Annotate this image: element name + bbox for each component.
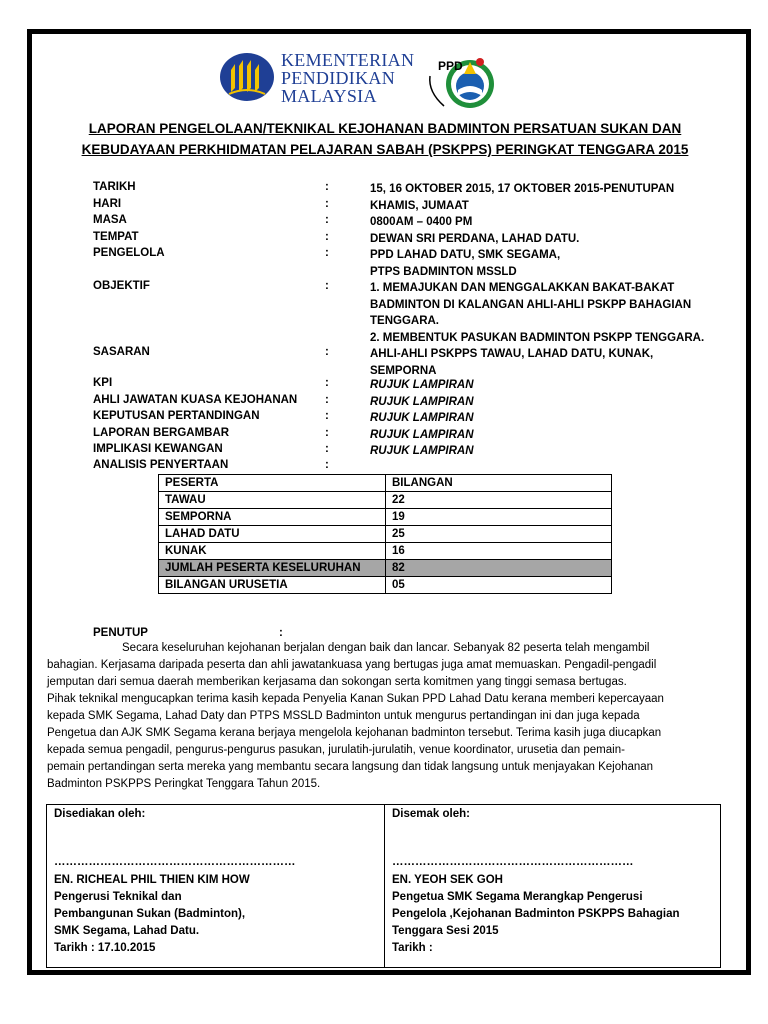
table-cell: KUNAK: [159, 543, 386, 560]
detail-colon: :: [325, 426, 329, 439]
preparer-title-line: Pembangunan Sukan (Badminton),: [54, 908, 246, 920]
detail-label: KPI: [93, 377, 113, 389]
checker-title-line: Pengelola ,Kejohanan Badminton PSKPPS Bahagian: [392, 908, 680, 920]
table-cell: LAHAD DATU: [159, 526, 386, 543]
table-cell: 82: [386, 560, 612, 577]
prepared-by-label: Disediakan oleh:: [54, 808, 146, 820]
detail-colon: :: [325, 459, 329, 471]
penutup-label: PENUTUP: [93, 627, 148, 639]
table-row: [159, 543, 612, 560]
detail-value: DEWAN SRI PERDANA, LAHAD DATU.: [370, 232, 580, 245]
checker-title-line: Tenggara Sesi 2015: [392, 925, 499, 937]
detail-label: OBJEKTIF: [93, 280, 150, 292]
detail-label: ANALISIS PENYERTAAN: [93, 459, 229, 471]
detail-value: KHAMIS, JUMAAT: [370, 199, 469, 212]
participation-table: [158, 474, 612, 594]
table-cell: JUMLAH PESERTA KESELURUHAN: [159, 560, 386, 577]
signature-line: ………………………………………………………: [392, 856, 634, 868]
preparer-date: Tarikh : 17.10.2015: [54, 942, 156, 954]
detail-label: IMPLIKASI KEWANGAN: [93, 443, 223, 455]
detail-colon: :: [325, 230, 329, 243]
checked-by-block: [392, 808, 680, 957]
table-row: [159, 526, 612, 543]
detail-label: MASA: [93, 214, 127, 226]
title-line-1: LAPORAN PENGELOLAAN/TEKNIKAL KEJOHANAN BADMINTON PERSATUAN SUKAN DAN: [88, 121, 682, 136]
table-cell: 19: [386, 509, 612, 526]
detail-colon: :: [325, 377, 329, 389]
detail-label: TEMPAT: [93, 230, 139, 243]
checker-title-line: Pengetua SMK Segama Merangkap Pengerusi: [392, 891, 643, 903]
report-title: [40, 118, 730, 160]
table-cell: 25: [386, 526, 612, 543]
detail-colon: :: [325, 181, 329, 193]
detail-label: SASARAN: [93, 346, 150, 358]
detail-colon: :: [325, 197, 329, 210]
detail-value: PPD LAHAD DATU, SMK SEGAMA, PTPS BADMINTON MSSLD: [370, 249, 561, 278]
detail-colon: :: [325, 214, 329, 226]
ministry-emblem-icon: [219, 52, 275, 102]
detail-label: PENGELOLA: [93, 247, 165, 259]
detail-value: 15, 16 OKTOBER 2015, 17 OKTOBER 2015-PENUTUPAN: [370, 183, 675, 195]
detail-value: RUJUK LAMPIRAN: [370, 445, 474, 457]
paragraph-line: bahagian. Kerjasama daripada peserta dan ahli jawatankuasa yang bertugas juga amat memuaskan. Pengadil-pengadil: [47, 659, 657, 671]
paragraph-line: kepada SMK Segama, Lahad Daty dan PTPS MSSLD Badminton untuk mengurus pertandingan ini dan juga kepada: [47, 710, 640, 722]
detail-value: RUJUK LAMPIRAN: [370, 428, 474, 441]
checker-name: EN. YEOH SEK GOH: [392, 874, 503, 886]
signature-table: [46, 804, 721, 968]
paragraph-line: Secara keseluruhan kejohanan berjalan dengan baik dan lancar. Sebanyak 82 peserta telah mengambil: [122, 642, 650, 654]
paragraph-line: Pengetua dan AJK SMK Segama kerana berjaya mengelola kejohanan badminton tersebut. Terima kasih juga diucapkan: [47, 727, 662, 739]
ministry-line-3: MALAYSIA: [281, 86, 377, 106]
table-cell: 05: [386, 577, 612, 594]
detail-value: 1. MEMAJUKAN DAN MENGGALAKKAN BAKAT-BAKAT BADMINTON DI KALANGAN AHLI-AHLI PSKPP BAHAGIAN TENGGARA. 2. MEMBENTUK PASUKAN BADMINTON PSKPP TENGGARA.: [370, 282, 705, 344]
checker-date: Tarikh :: [392, 942, 433, 954]
checked-by-label: Disemak oleh:: [392, 808, 470, 820]
ministry-name: [281, 51, 414, 105]
table-cell: BILANGAN URUSETIA: [159, 577, 386, 594]
detail-value: 0800AM – 0400 PM: [370, 216, 473, 228]
detail-label: AHLI JAWATAN KUASA KEJOHANAN: [93, 393, 298, 406]
table-header-row: [159, 475, 612, 492]
detail-colon: :: [325, 346, 329, 358]
table-cell: 22: [386, 492, 612, 509]
detail-value: AHLI-AHLI PSKPPS TAWAU, LAHAD DATU, KUNAK, SEMPORNA: [370, 348, 654, 377]
detail-value: RUJUK LAMPIRAN: [370, 412, 474, 424]
detail-label: HARI: [93, 197, 122, 210]
penutup-colon: :: [279, 627, 283, 639]
paragraph-line: jemputan dari semua daerah memberikan kerjasama dan sokongan serta komitmen yang tinggi semasa bertugas.: [47, 676, 627, 688]
detail-colon: :: [325, 247, 329, 259]
paragraph-line: pemain pertandingan serta mereka yang membantu secara langsung dan tidak langsung untuk menjayakan Kejohanan: [47, 761, 654, 773]
paragraph-line: Badminton PSKPPS Peringkat Tenggara Tahun 2015.: [47, 778, 321, 790]
detail-label: TARIKH: [93, 181, 136, 193]
table-cell: 16: [386, 543, 612, 560]
table-cell: TAWAU: [159, 492, 386, 509]
signature-divider: [384, 805, 385, 967]
detail-colon: :: [325, 443, 329, 455]
detail-label: LAPORAN BERGAMBAR: [93, 426, 230, 439]
table-row-total: [159, 560, 612, 577]
table-row: [159, 509, 612, 526]
ministry-line-1: KEMENTERIAN: [281, 50, 415, 70]
table-cell: SEMPORNA: [159, 509, 386, 526]
paragraph-line: Pihak teknikal mengucapkan terima kasih kepada Penyelia Kanan Sukan PPD Lahad Datu kerana memberi kepercayaan: [47, 693, 664, 705]
ppd-logo-text: PPD: [438, 59, 463, 73]
title-line-2: KEBUDAYAAN PERKHIDMATAN PELAJARAN SABAH (PSKPPS) PERINGKAT TENGGARA 2015: [81, 142, 689, 157]
detail-label: KEPUTUSAN PERTANDINGAN: [93, 410, 260, 422]
detail-colon: :: [325, 280, 329, 292]
table-row: [159, 492, 612, 509]
closing-paragraph: [47, 640, 725, 793]
ppd-logo-icon: [424, 52, 500, 112]
detail-colon: :: [325, 410, 329, 422]
table-header-cell: PESERTA: [159, 475, 386, 492]
detail-value: RUJUK LAMPIRAN: [370, 379, 474, 391]
paragraph-line: kepada semua pengadil, pengurus-pengurus pasukan, jurulatih-jurulatih, venue koordinator, urusetia dan pemain-: [47, 744, 625, 756]
ministry-line-2: PENDIDIKAN: [281, 68, 395, 88]
detail-value: RUJUK LAMPIRAN: [370, 395, 474, 408]
prepared-by-block: [54, 808, 296, 957]
preparer-title-line: SMK Segama, Lahad Datu.: [54, 925, 200, 937]
table-header-cell: BILANGAN: [386, 475, 612, 492]
preparer-name: EN. RICHEAL PHIL THIEN KIM HOW: [54, 874, 250, 886]
table-row: [159, 577, 612, 594]
signature-line: ………………………………………………………: [54, 856, 296, 868]
preparer-title-line: Pengerusi Teknikal dan: [54, 891, 182, 903]
detail-colon: :: [325, 393, 329, 406]
